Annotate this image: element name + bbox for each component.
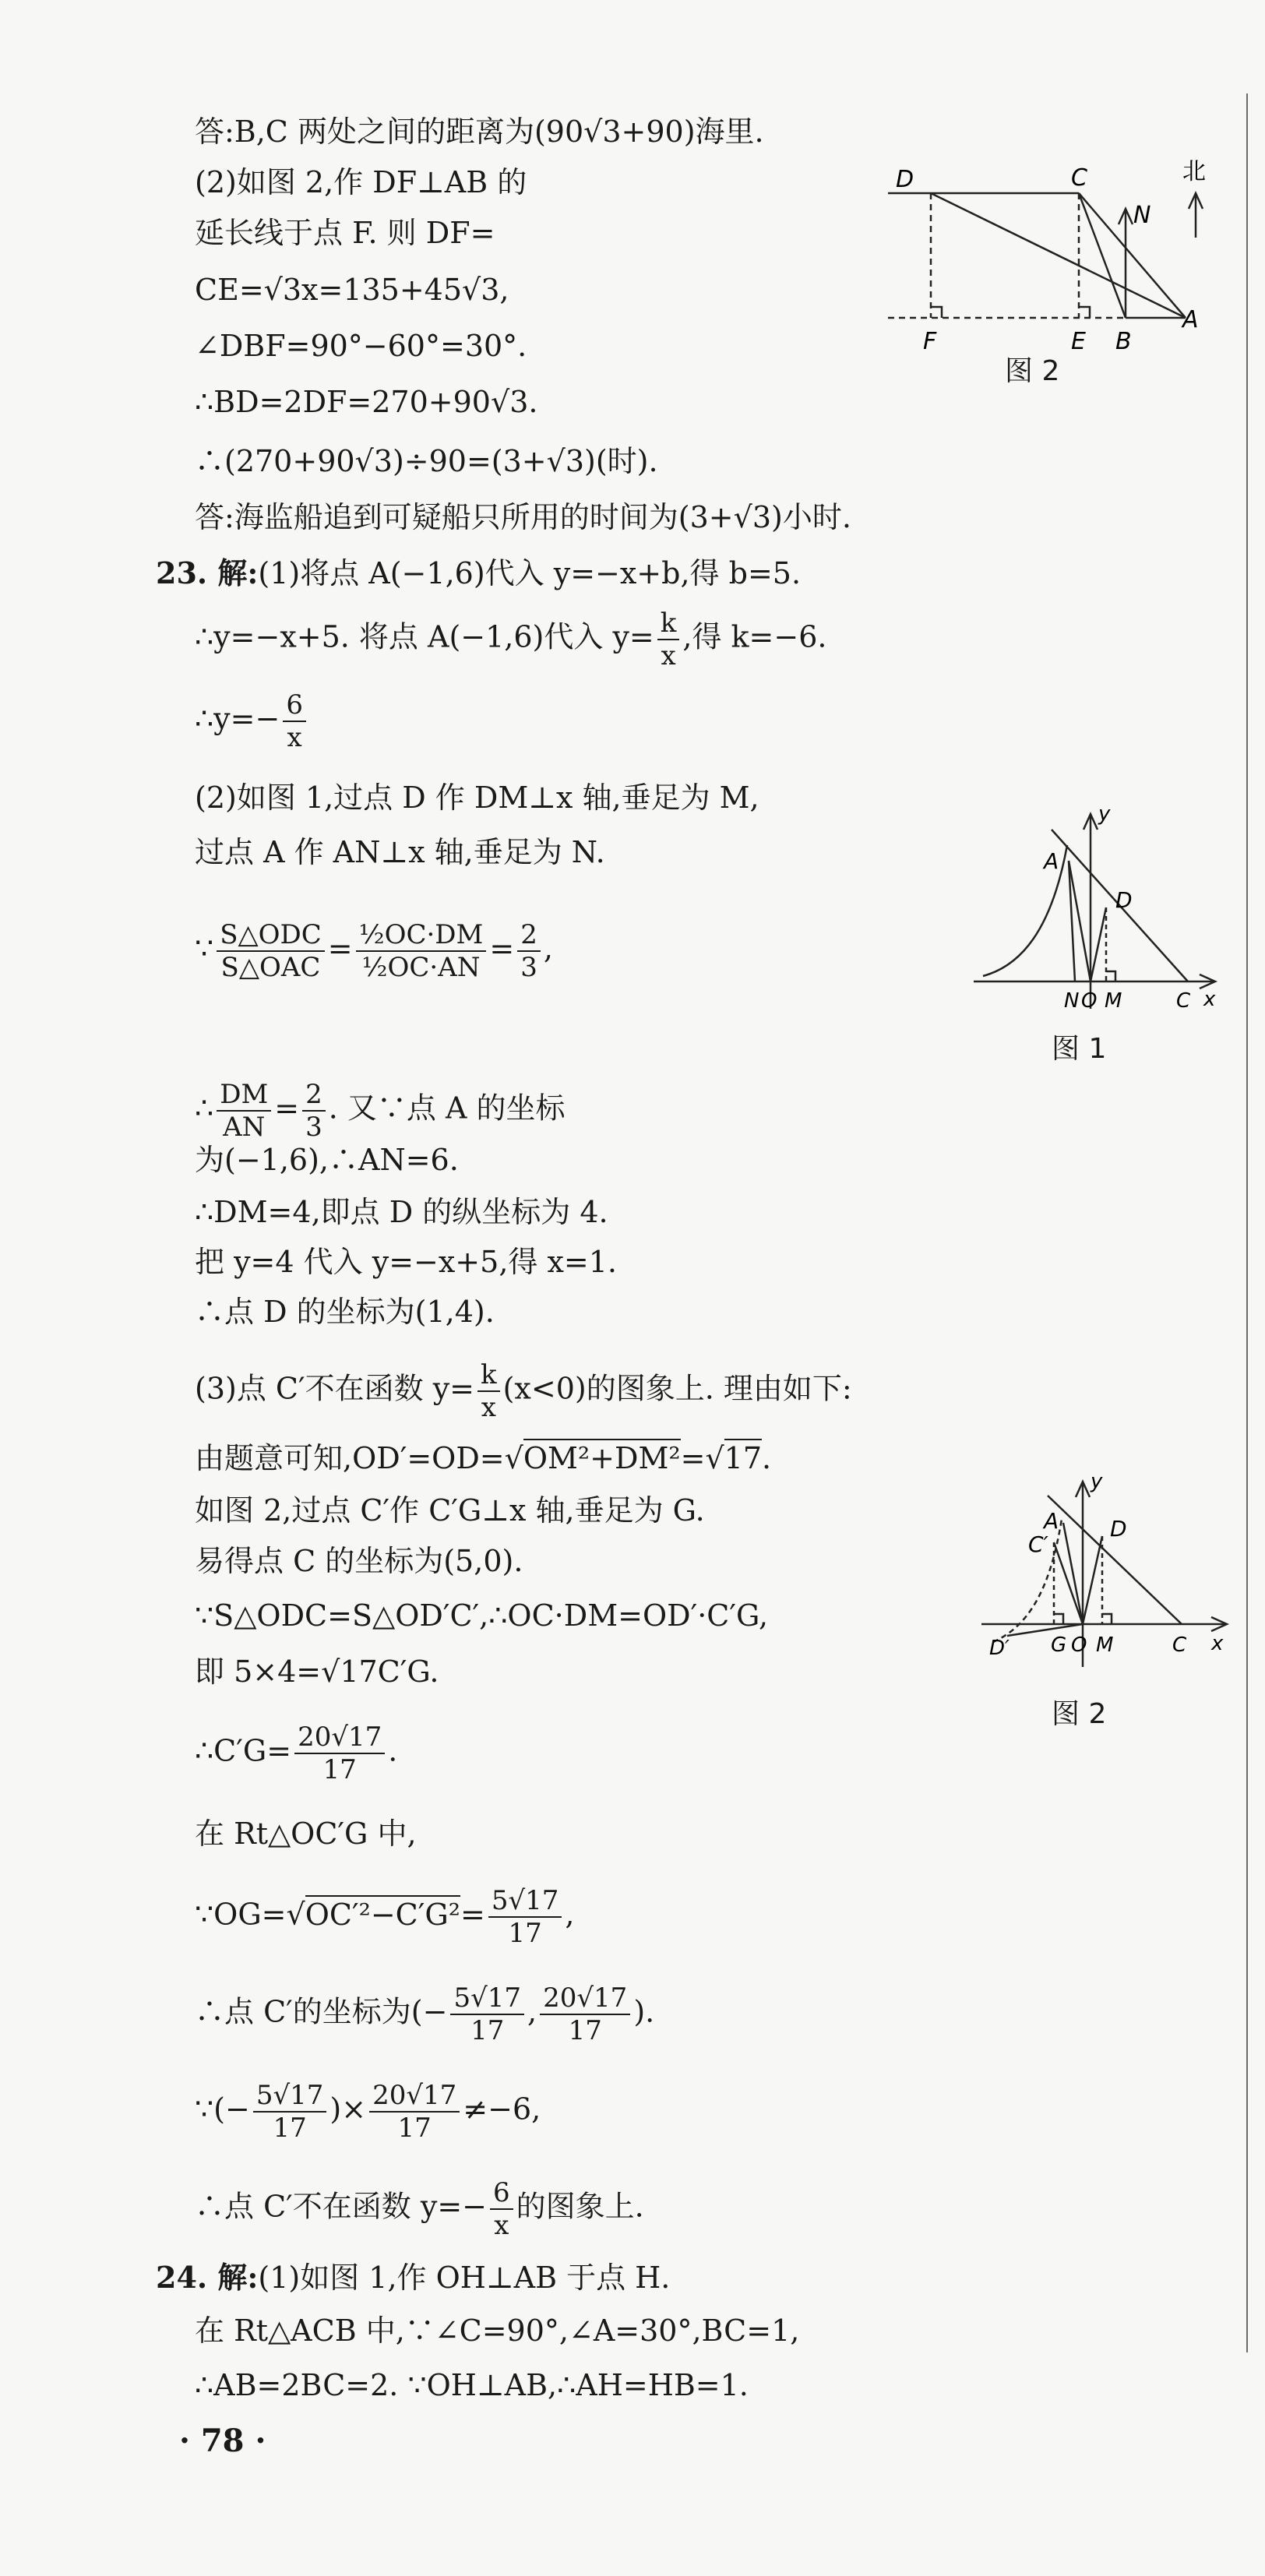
frac-num: 20√17	[294, 1721, 385, 1754]
fig2-label-y: y	[1091, 1470, 1103, 1493]
fig2-label-o: O	[1071, 1633, 1087, 1657]
figure-ship-diagram	[872, 148, 1215, 382]
period: .	[762, 1441, 772, 1475]
line-bd-value: ∴BD=2DF=270+90√3.	[195, 385, 538, 419]
fraction-area-ratio	[217, 919, 325, 983]
frac-den: 17	[322, 1754, 357, 1785]
frac-den: x	[481, 1392, 496, 1423]
fig1-label-a: A	[1044, 848, 1059, 874]
equals: =	[460, 1897, 485, 1932]
line-od-prime: 由题意可知,OD′=OD=√OM²+DM²=√17.	[195, 1440, 771, 1477]
fig-top-label-f: F	[923, 328, 937, 355]
line-og-text: ∵OG=	[195, 1897, 287, 1932]
frac-den: 17	[397, 2113, 432, 2144]
fig-top-north: 北	[1182, 158, 1206, 185]
fraction-six-over-x	[283, 689, 306, 753]
fraction-og	[488, 1885, 562, 1949]
fraction-cg-3	[369, 2080, 460, 2144]
line-x-value: 把 y=4 代入 y=−x+5,得 x=1.	[195, 1245, 618, 1279]
line-area-equality: ∵S△ODC=S△OD′C′,∴OC·DM=OD′·C′G,	[195, 1598, 769, 1633]
comma: ,	[527, 1994, 537, 2029]
frac-num: 20√17	[369, 2080, 460, 2113]
fig2-caption: 图 2	[1052, 1698, 1107, 1730]
problem-24-header: 24. 解:	[156, 2260, 259, 2295]
line-answer-distance: 答:B,C 两处之间的距离为(90√3+90)海里.	[195, 115, 764, 149]
line-cg-text: ∴C′G=	[195, 1733, 292, 1768]
line-extension: 延长线于点 F. 则 DF=	[195, 216, 495, 250]
frac-den: 3	[305, 1112, 322, 1143]
fraction-k-over-x-2	[477, 1359, 500, 1423]
frac-num: ½OC·DM	[356, 919, 487, 952]
frac-den: 17	[273, 2113, 307, 2144]
line-function-y-text: ∴y=−	[195, 701, 280, 736]
fig-top-label-a: A	[1182, 306, 1199, 333]
fig2-label-a: A	[1044, 1508, 1059, 1534]
problem-23-header: 23. 解:	[156, 555, 259, 590]
frac-num: 5√17	[253, 2080, 327, 2113]
frac-den: ½OC·AN	[361, 952, 481, 983]
because-symbol: ∵	[195, 931, 214, 966]
fig2-label-d-prime: D′	[989, 1637, 1010, 1660]
line-function-y	[195, 689, 309, 753]
problem-23-line-1	[156, 555, 801, 592]
comma: ,	[543, 931, 553, 966]
frac-num: k	[477, 1359, 500, 1392]
line-c-coordinate: 易得点 C 的坐标为(5,0).	[195, 1544, 523, 1578]
line-5x4: 即 5×4=√17C′G.	[195, 1654, 439, 1689]
line-part3-text: (3)点 C′不在函数 y=	[195, 1371, 474, 1406]
fraction-two-thirds	[517, 919, 541, 983]
sqrt-oc-cg: OC′²−C′G²	[305, 1895, 460, 1932]
frac-num: 2	[302, 1079, 326, 1112]
frac-den: x	[661, 640, 676, 671]
frac-num: 2	[517, 919, 541, 952]
line-c-prime-text: ∴点 C′的坐标为(−	[195, 1994, 448, 2029]
line-area-ratio	[195, 919, 553, 983]
line-angle-dbf: ∠DBF=90°−60°=30°.	[195, 329, 527, 363]
line-dm-an-text: . 又∵点 A 的坐标	[328, 1091, 566, 1126]
page-number: · 78 ·	[179, 2423, 266, 2459]
line-part3-claim	[195, 1359, 852, 1423]
line-d-coordinate: ∴点 D 的坐标为(1,4).	[195, 1295, 495, 1329]
fraction-two-thirds-2	[302, 1079, 326, 1143]
problem-24-line-1	[156, 2259, 670, 2296]
frac-num: S△ODC	[217, 919, 325, 952]
period: .	[388, 1733, 398, 1768]
fraction-cg-2	[540, 1982, 630, 2046]
fraction-og-2	[450, 1982, 524, 2046]
frac-num: k	[657, 608, 680, 640]
fraction-k-over-x	[657, 608, 680, 671]
frac-den: 17	[470, 2015, 505, 2046]
line-ab-value: ∴AB=2BC=2. ∵OH⊥AB,∴AH=HB=1.	[195, 2368, 749, 2402]
line-dm-an-ratio	[195, 1079, 566, 1143]
fig1-label-o: O	[1081, 989, 1098, 1013]
frac-den: 17	[508, 1918, 542, 1949]
line-cg-value	[195, 1721, 397, 1785]
fig-top-label-e: E	[1071, 328, 1086, 355]
fig-top-label-c: C	[1071, 164, 1087, 192]
line-conclusion	[195, 2177, 644, 2241]
frac-num: DM	[217, 1079, 271, 1112]
line-c-prime-coordinate	[195, 1982, 654, 2046]
comma: ,	[565, 1897, 575, 1932]
line-part2-an: 过点 A 作 AN⊥x 轴,垂足为 N.	[195, 835, 605, 869]
sqrt-17: 17	[724, 1439, 762, 1475]
line-product-check	[195, 2080, 541, 2144]
fig-top-label-d: D	[896, 166, 914, 193]
times: )×	[329, 2091, 367, 2127]
line-rt-triangle: 在 Rt△OC′G 中,	[195, 1817, 417, 1851]
fig1-label-y: y	[1098, 802, 1111, 826]
frac-den: AN	[223, 1112, 266, 1143]
figure-2-graph	[978, 1464, 1235, 1690]
problem-23-step1: (1)将点 A(−1,6)代入 y=−x+b,得 b=5.	[258, 556, 802, 590]
fig2-label-c: C	[1172, 1633, 1187, 1657]
line-ce-value: CE=√3x=135+45√3,	[195, 273, 509, 307]
frac-num: 6	[490, 2177, 513, 2210]
line-og-value: ∵OG=√OC′²−C′G²= $\frac{5√17}{17}$ ,	[195, 1885, 575, 1949]
frac-num: 5√17	[488, 1885, 562, 1918]
line-substitute-k-result: ,得 k=−6.	[682, 619, 827, 654]
fig1-label-n: N	[1064, 989, 1080, 1013]
fig-top-label-n: N	[1133, 202, 1151, 229]
frac-num: 6	[283, 689, 306, 722]
fig2-label-d: D	[1110, 1516, 1127, 1542]
page-margin-rule	[1246, 93, 1248, 2352]
equals: =	[489, 931, 515, 966]
equals: =	[680, 1441, 706, 1475]
frac-den: x	[287, 722, 302, 753]
fig2-label-c-prime: C′	[1028, 1531, 1048, 1557]
fig1-label-m: M	[1105, 989, 1122, 1013]
line-product-open: ∵(−	[195, 2091, 250, 2127]
fraction-half-oc	[356, 919, 487, 983]
fig2-label-g: G	[1051, 1633, 1067, 1657]
frac-den: 3	[520, 952, 537, 983]
line-conclusion-end: 的图象上.	[516, 2189, 644, 2224]
equals: =	[274, 1091, 300, 1126]
line-cg-perpendicular: 如图 2,过点 C′作 C′G⊥x 轴,垂足为 G.	[195, 1493, 705, 1528]
line-part2-intro: (2)如图 2,作 DF⊥AB 的	[195, 165, 527, 199]
fig2-label-x: x	[1211, 1632, 1224, 1655]
fig2-label-m: M	[1096, 1633, 1114, 1657]
line-time-calc: ∴(270+90√3)÷90=(3+√3)(时).	[195, 444, 658, 478]
fig1-caption: 图 1	[1052, 1033, 1107, 1065]
fig1-label-c: C	[1176, 989, 1191, 1013]
frac-num: 20√17	[540, 1982, 630, 2015]
frac-den: S△OAC	[220, 952, 321, 983]
line-part2-dm: (2)如图 1,过点 D 作 DM⊥x 轴,垂足为 M,	[195, 781, 759, 815]
therefore-symbol: ∴	[195, 1091, 214, 1126]
fraction-dm-an	[217, 1079, 271, 1143]
fig-top-caption: 图 2	[1005, 355, 1060, 387]
fig1-label-d: D	[1115, 887, 1133, 913]
fraction-og-3	[253, 2080, 327, 2144]
fig1-label-x: x	[1203, 988, 1216, 1011]
line-substitute-k	[195, 608, 827, 671]
line-conclusion-text: ∴点 C′不在函数 y=−	[195, 2189, 488, 2224]
close-paren: ).	[633, 1994, 655, 2029]
figure-1-graph	[966, 798, 1223, 1032]
frac-den: 17	[568, 2015, 602, 2046]
frac-num: 5√17	[450, 1982, 524, 2015]
line-substitute-k-text: ∴y=−x+5. 将点 A(−1,6)代入 y=	[195, 619, 654, 654]
equals: =	[327, 931, 353, 966]
fraction-six-over-x-2	[490, 2177, 513, 2241]
line-an-value: 为(−1,6),∴AN=6.	[195, 1143, 459, 1177]
problem-24-step1: (1)如图 1,作 OH⊥AB 于点 H.	[258, 2261, 671, 2295]
line-od-text: 由题意可知,OD′=OD=	[195, 1441, 505, 1475]
line-dm-value: ∴DM=4,即点 D 的纵坐标为 4.	[195, 1195, 608, 1229]
not-equal: ≠−6,	[463, 2091, 541, 2127]
sqrt-om-dm: OM²+DM²	[523, 1439, 681, 1475]
fig-top-label-b: B	[1115, 328, 1132, 355]
frac-den: x	[494, 2210, 509, 2241]
line-rt-acb: 在 Rt△ACB 中,∵∠C=90°,∠A=30°,BC=1,	[195, 2313, 800, 2348]
line-part3-reason: (x<0)的图象上. 理由如下:	[502, 1371, 852, 1406]
fraction-cg	[294, 1721, 385, 1785]
line-answer-time: 答:海监船追到可疑船只所用的时间为(3+√3)小时.	[195, 500, 851, 534]
